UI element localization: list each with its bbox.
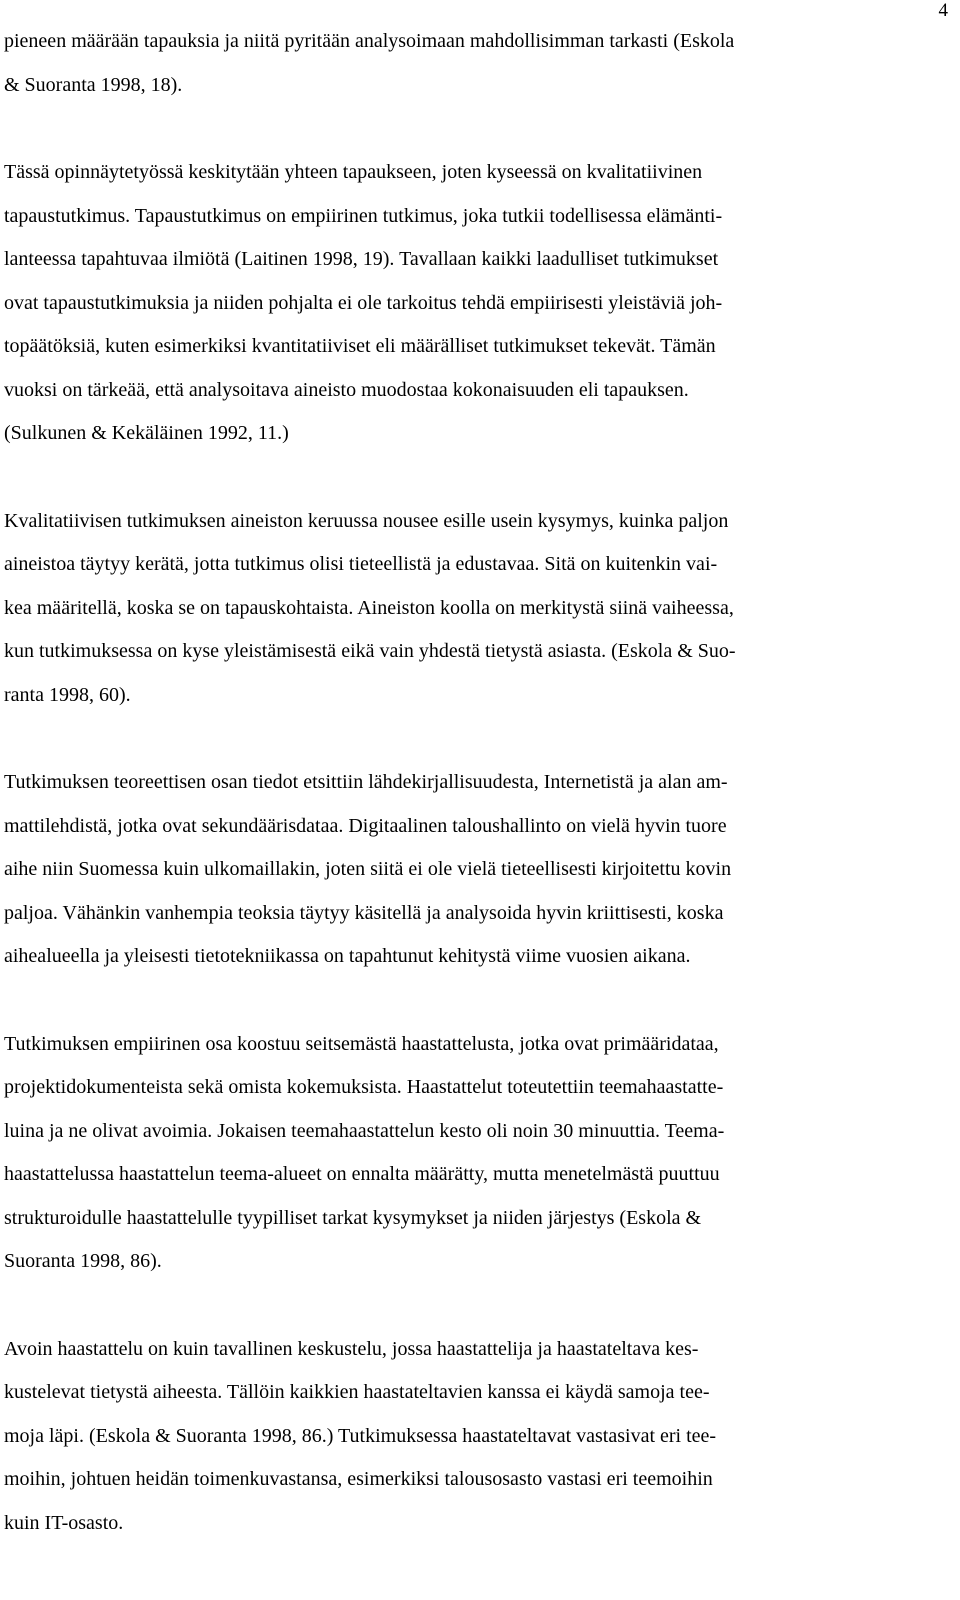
paragraph bbox=[4, 1023, 936, 1284]
text-line: ovat tapaustutkimuksia ja niiden pohjalta ei ole tarkoitus tehdä empiirisesti yleistäviä joh- bbox=[4, 291, 723, 314]
text-line: moja läpi. (Eskola & Suoranta 1998, 86.) Tutkimuksessa haastateltavat vastasivat eri tee- bbox=[4, 1424, 717, 1447]
text-line: luina ja ne olivat avoimia. Jokaisen teemahaastattelun kesto oli noin 30 minuuttia. Teema- bbox=[4, 1119, 725, 1142]
text-line: kea määritellä, koska se on tapauskohtaista. Aineiston koolla on merkitystä siinä vaiheessa, bbox=[4, 596, 734, 619]
text-line: Avoin haastattelu on kuin tavallinen keskustelu, jossa haastattelija ja haastateltava kes- bbox=[4, 1337, 699, 1360]
page-number: 4 bbox=[938, 0, 948, 21]
text-line: tapaustutkimus. Tapaustutkimus on empiirinen tutkimus, joka tutkii todellisessa elämänti- bbox=[4, 204, 723, 227]
paragraph bbox=[4, 500, 936, 718]
paragraph bbox=[4, 761, 936, 979]
text-line: topäätöksiä, kuten esimerkiksi kvantitatiiviset eli määrälliset tutkimukset tekevät. Tämän bbox=[4, 335, 716, 357]
text-line: kun tutkimuksessa on kyse yleistämisestä eikä vain yhdestä tietystä asiasta. (Eskola & Suo- bbox=[4, 640, 736, 662]
text-line: Kvalitatiivisen tutkimuksen aineiston keruussa nousee esille usein kysymys, kuinka paljon bbox=[4, 509, 729, 532]
text-line: aineistoa täytyy kerätä, jotta tutkimus olisi tieteellistä ja edustavaa. Sitä on kuitenkin vai- bbox=[4, 553, 718, 575]
text-line: pieneen määrään tapauksia ja niitä pyritään analysoimaan mahdollisimman tarkasti (Eskola bbox=[4, 30, 735, 52]
text-line: Tutkimuksen empiirinen osa koostuu seitsemästä haastattelusta, jotka ovat primääridataa, bbox=[4, 1032, 719, 1055]
text-line: vuoksi on tärkeää, että analysoitava aineisto muodostaa kokonaisuuden eli tapauksen. bbox=[4, 378, 689, 401]
text-line: paljoa. Vähänkin vanhempia teoksia täytyy käsitellä ja analysoida hyvin kriittisesti, koska bbox=[4, 901, 724, 924]
paragraph bbox=[4, 151, 936, 456]
text-line: (Sulkunen & Kekäläinen 1992, 11.) bbox=[4, 422, 289, 444]
text-line: kustelevat tietystä aiheesta. Tällöin kaikkien haastateltavien kanssa ei käydä samoja tee- bbox=[4, 1381, 710, 1403]
text-line: lanteessa tapahtuvaa ilmiötä (Laitinen 1998, 19). Tavallaan kaikki laadulliset tutkimukset bbox=[4, 248, 719, 270]
text-line: ranta 1998, 60). bbox=[4, 683, 131, 706]
text-line: aihe niin Suomessa kuin ulkomaillakin, joten siitä ei ole vielä tieteellisesti kirjoitettu kovin bbox=[4, 858, 732, 880]
paragraph bbox=[4, 1328, 936, 1546]
text-line: moihin, johtuen heidän toimenkuvastansa, esimerkiksi talousosasto vastasi eri teemoihin bbox=[4, 1468, 713, 1490]
text-line: Suoranta 1998, 86). bbox=[4, 1250, 162, 1272]
text-line: Tutkimuksen teoreettisen osan tiedot etsittiin lähdekirjallisuudesta, Internetistä ja alan am- bbox=[4, 771, 728, 793]
text-line: mattilehdistä, jotka ovat sekundäärisdataa. Digitaalinen taloushallinto on vielä hyvin tuore bbox=[4, 814, 727, 837]
text-line: & Suoranta 1998, 18). bbox=[4, 73, 183, 96]
text-line: haastattelussa haastattelun teema-alueet on ennalta määrätty, mutta menetelmästä puuttuu bbox=[4, 1163, 720, 1185]
text-line: strukturoidulle haastattelulle tyypilliset tarkat kysymykset ja niiden järjestys (Eskola & bbox=[4, 1206, 702, 1229]
text-line: kuin IT-osasto. bbox=[4, 1511, 124, 1534]
paragraph bbox=[4, 20, 936, 107]
text-line: Tässä opinnäytetyössä keskitytään yhteen tapaukseen, joten kyseessä on kvalitatiivinen bbox=[4, 161, 703, 183]
text-line: aihealueella ja yleisesti tietotekniikassa on tapahtunut kehitystä viime vuosien aikana. bbox=[4, 945, 691, 967]
text-line: projektidokumenteista sekä omista kokemuksista. Haastattelut toteutettiin teemahaastatte- bbox=[4, 1076, 724, 1098]
document-body bbox=[4, 20, 936, 1589]
